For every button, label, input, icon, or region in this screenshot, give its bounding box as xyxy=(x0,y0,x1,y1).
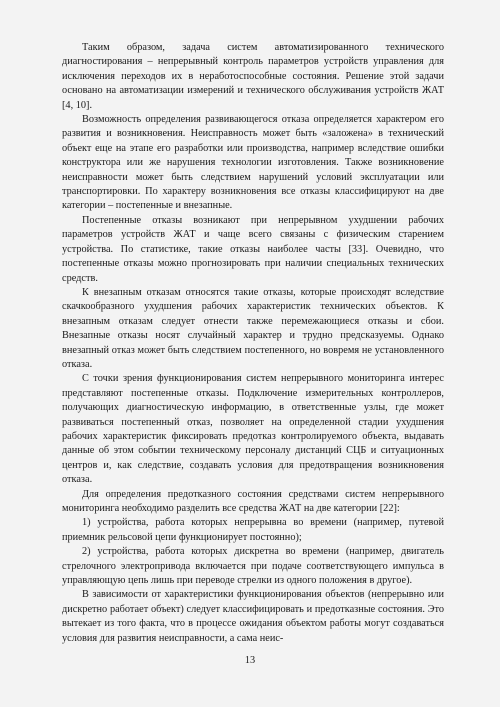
page-number: 13 xyxy=(244,655,256,666)
list-item: 2) устройства, работа которых дискретна во времени (например, двигатель стрелочного электропривода включается при подаче соответствующего импульса в управляющую цепь лишь при переводе стрелки из одного положения в другое). xyxy=(62,546,444,587)
list-item: 1) устройства, работа которых непрерывна во времени (например, путевой приемник рельсовой цепи функционирует постоянно); xyxy=(62,517,444,543)
paragraph: Таким образом, задача систем автоматизированного технического диагностирования – непрерывный контроль параметров устройств управления для исключения переходов их в неработоспособные состояния. Решение этой задачи основано на автоматизации измерений и технического обслуживания устройств ЖАТ [4, 10]. xyxy=(62,42,444,111)
paragraph: В зависимости от характеристики функционирования объектов (непрерывно или дискретно работает объект) следует классифицировать и предотказные состояния. Это вытекает из того факта, что в процессе ожидания объектом работы могут создаваться условия для развития неисправности, а сама неис- xyxy=(62,589,444,644)
paragraph: С точки зрения функционирования систем непрерывного мониторинга интерес представляют постепенные отказы. Подключение измерительных контроллеров, получающих диагностическую информацию, в ответственные узлы, где может развиваться постепенный отказ, позволяет на определенной стадии ухудшения рабочих характеристик фиксировать предотказ контролируемого объекта, выдавать данные об этом событии техническому персоналу дистанций СЦБ и ситуационных центров и, как следствие, создавать условия для предотвращения возникновения отказа. xyxy=(62,373,444,486)
paragraph: Для определения предотказного состояния средствами систем непрерывного мониторинга необходимо разделить все средства ЖАТ на две категории [22]: xyxy=(62,488,444,514)
paragraph: Возможность определения развивающегося отказа определяется характером его развития и возникновения. Неисправность может быть «заложена» в технический объект еще на этапе его разработки или производства, например вследствие ошибки конструктора или же нарушения технологии изготовления. Также возникновение неисправности может быть следствием нарушений условий эксплуатации или транспортировки. По характеру возникновения все отказы классифицируют на две категории – постепенные и внезапные. xyxy=(62,114,444,212)
body-text xyxy=(62,41,444,646)
paragraph: К внезапным отказам относятся такие отказы, которые происходят вследствие скачкообразного ухудшения рабочих характеристик технических объектов. К внезапным отказам следует отнести также перемежающиеся отказы и сбои. Внезапные отказы носят случайный характер и трудно предсказуемы. Однако внезапный отказ может быть следствием постепенного, но вовремя не установленного отказа. xyxy=(62,286,444,370)
paragraph: Постепенные отказы возникают при непрерывном ухудшении рабочих параметров устройств ЖАТ и чаще всего связаны с физическим старением устройства. По статистике, такие отказы наиболее часты [33]. Очевидно, что постепенные отказы можно прогнозировать при наличии специальных технических средств. xyxy=(62,214,444,284)
